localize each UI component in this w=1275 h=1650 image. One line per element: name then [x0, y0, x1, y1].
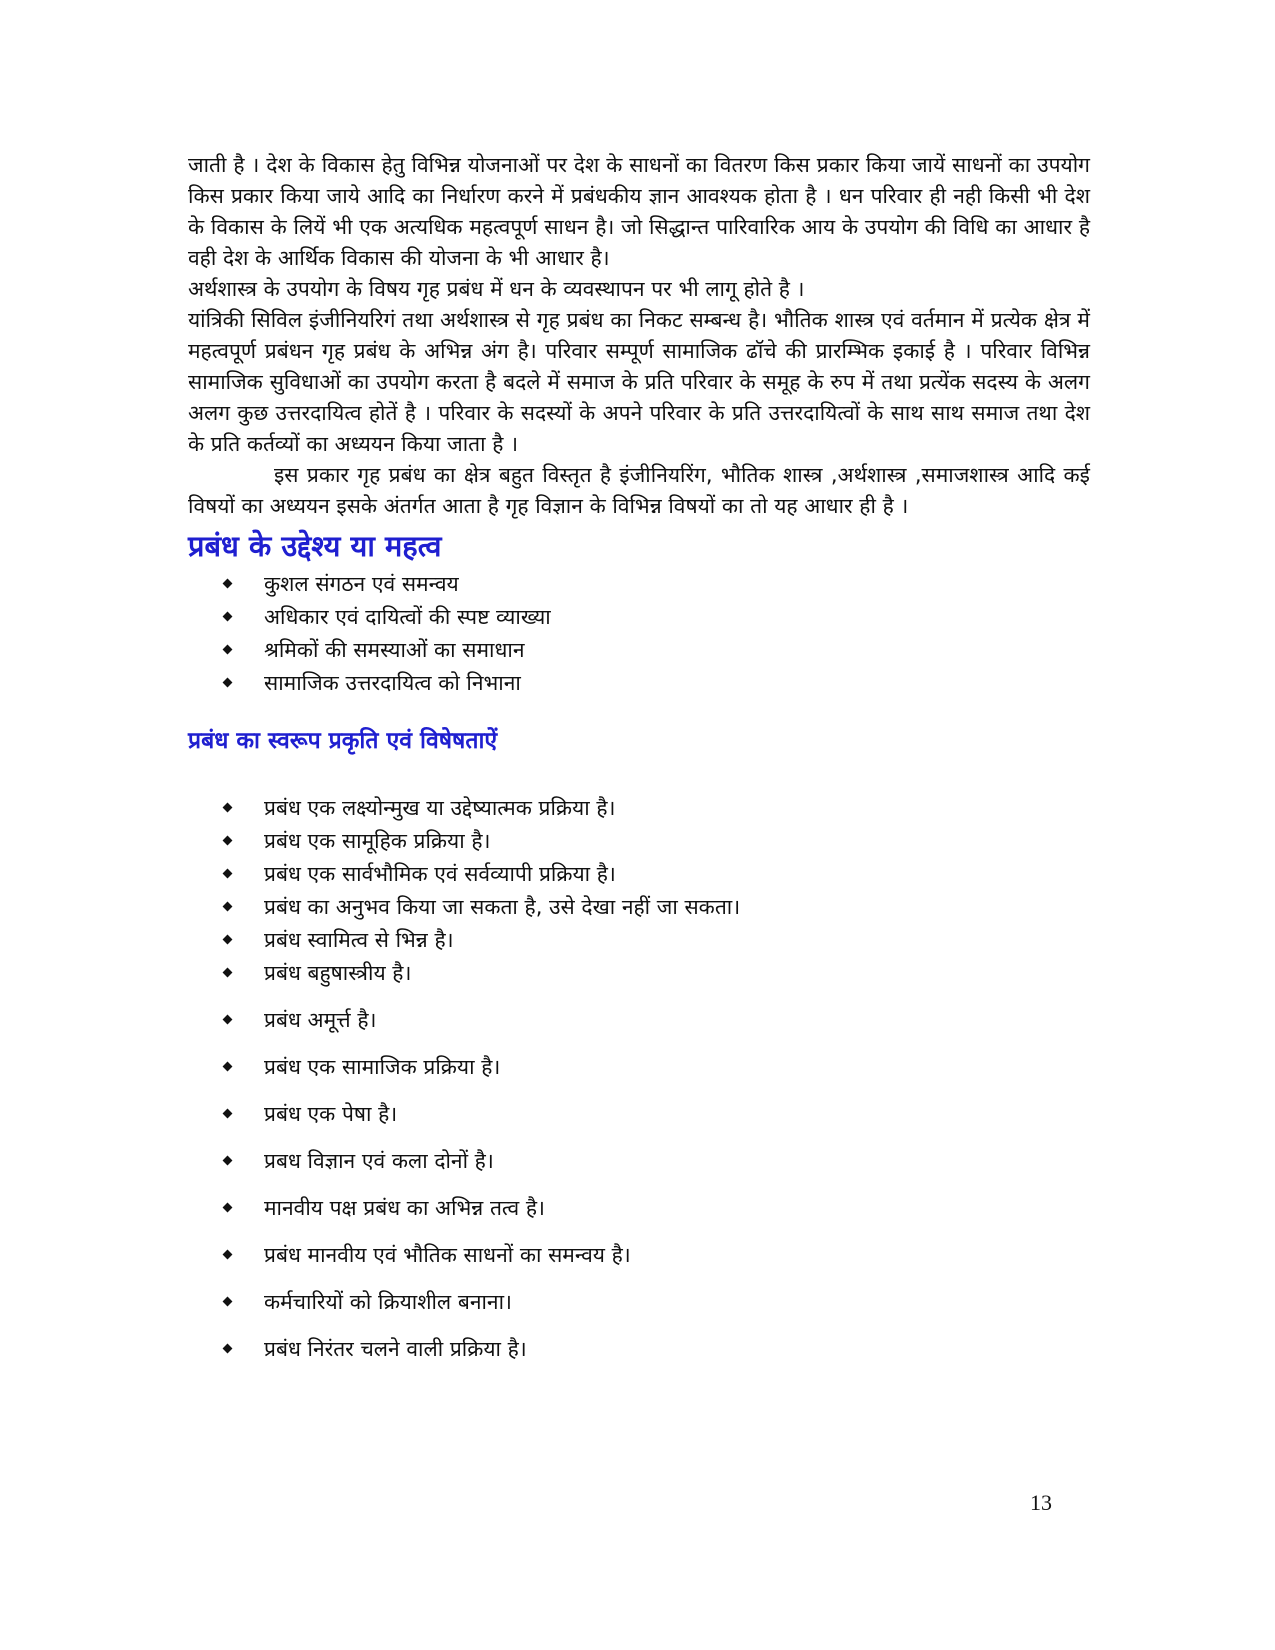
- list-item-text: प्रबंध निरंतर चलने वाली प्रक्रिया है।: [264, 1337, 527, 1361]
- page-number: 13: [1030, 1490, 1052, 1515]
- list-item-text: प्रबंध एक लक्ष्योन्मुख या उद्देष्यात्मक प्रक्रिया है।: [264, 796, 616, 820]
- bullet-diamond-icon: [223, 1062, 233, 1072]
- list-item: [224, 634, 1090, 667]
- list-item: [224, 957, 1090, 990]
- list-item: [224, 825, 1090, 858]
- list-item: [224, 1004, 1090, 1037]
- bullet-diamond-icon: [223, 869, 233, 879]
- list-item-text: प्रबंध एक सामाजिक प्रक्रिया है।: [264, 1055, 501, 1079]
- list-item-text: प्रबंध एक सार्वभौमिक एवं सर्वव्यापी प्रक्रिया है।: [264, 862, 616, 886]
- paragraph: अर्थशास्त्र के उपयोग के विषय गृह प्रबंध में धन के व्यवस्थापन पर भी लागू होते है ।: [188, 277, 805, 301]
- bullet-diamond-icon: [223, 803, 233, 813]
- list-item-text: अधिकार एवं दायित्वों की स्पष्ट व्याख्या: [264, 605, 551, 629]
- nature-list: [188, 792, 1090, 1366]
- objectives-list: [188, 568, 1090, 700]
- list-item: [224, 1098, 1090, 1131]
- list-item: [224, 1286, 1090, 1319]
- section-heading-objectives: प्रबंध के उद्देश्य या महत्व: [188, 529, 442, 563]
- bullet-diamond-icon: [223, 902, 233, 912]
- list-item-text: प्रबंध का अनुभव किया जा सकता है, उसे देखा नहीं जा सकता।: [264, 895, 741, 919]
- list-item: [224, 924, 1090, 957]
- list-item-text: मानवीय पक्ष प्रबंध का अभिन्न तत्व है।: [264, 1196, 545, 1220]
- list-item: [224, 667, 1090, 700]
- bullet-diamond-icon: [223, 935, 233, 945]
- bullet-diamond-icon: [223, 1109, 233, 1119]
- paragraph: यांत्रिकी सिविल इंजीनियरिगं तथा अर्थशास्त्र से गृह प्रबंध का निकट सम्बन्ध है। भौतिक शास्त्र एवं वर्तमान में प्रत्येक क्षेत्र में महत्वपूर्ण प्रबंधन गृह प्रबंध के अभिन्न अंग है। परिवार सम्पूर्ण सामाजिक ढॉचे की प्रारम्भिक इकाई है । परिवार विभिन्न सामाजिक सुविधाओं का उपयोग करता है बदले में समाज के प्रति परिवार के समूह के रुप में तथा प्रत्येंक सदस्य के अलग अलग कुछ उत्तरदायित्व होतें है । परिवार के सदस्यों के अपने परिवार के प्रति उत्तरदायित्वों के साथ साथ समाज तथा देश के प्रति कर्तव्यों का अध्ययन किया जाता है ।: [188, 308, 1090, 456]
- bullet-diamond-icon: [223, 1203, 233, 1213]
- list-item: [224, 792, 1090, 825]
- list-item: [224, 891, 1090, 924]
- list-item-text: प्रबंध एक पेषा है।: [264, 1102, 398, 1126]
- list-item-text: प्रबंध अमूर्त्त है।: [264, 1008, 377, 1032]
- list-item: [224, 601, 1090, 634]
- list-item: [224, 568, 1090, 601]
- list-item: [224, 858, 1090, 891]
- list-item: [224, 1333, 1090, 1366]
- bullet-diamond-icon: [223, 836, 233, 846]
- bullet-diamond-icon: [223, 1297, 233, 1307]
- list-item: [224, 1192, 1090, 1225]
- list-item-text: प्रबंध मानवीय एवं भौतिक साधनों का समन्वय है।: [264, 1243, 631, 1267]
- list-item: [224, 1051, 1090, 1084]
- list-item-text: प्रबध विज्ञान एवं कला दोनों है।: [264, 1149, 494, 1173]
- list-item: [224, 1145, 1090, 1178]
- list-item-text: कुशल संगठन एवं समन्वय: [264, 572, 459, 596]
- paragraph: जाती है । देश के विकास हेतु विभिन्न योजनाओं पर देश के साधनों का वितरण किस प्रकार किया जायें साधनों का उपयोग किस प्रकार किया जाये आदि का निर्धारण करने में प्रबंधकीय ज्ञान आवश्यक होता है । धन परिवार ही नही किसी भी देश के विकास के लियें भी एक अत्यधिक महत्वपूर्ण साधन है। जो सिद्धान्त पारिवारिक आय के उपयोग की विधि का आधार है वही देश के आर्थिक विकास की योजना के भी आधार है।: [188, 153, 1090, 270]
- section-heading-nature: प्रबंध का स्वरूप प्रकृति एवं विषेषताऐं: [188, 728, 498, 754]
- bullet-diamond-icon: [223, 1344, 233, 1354]
- page-content: [188, 150, 1090, 1366]
- list-item-text: कर्मचारियों को क्रियाशील बनाना।: [264, 1290, 512, 1314]
- list-item-text: सामाजिक उत्तरदायित्व को निभाना: [264, 671, 521, 695]
- bullet-diamond-icon: [223, 1015, 233, 1025]
- bullet-diamond-icon: [223, 612, 233, 622]
- bullet-diamond-icon: [223, 678, 233, 688]
- bullet-diamond-icon: [223, 579, 233, 589]
- paragraph: इस प्रकार गृह प्रबंध का क्षेत्र बहुत विस्तृत है इंजीनियरिंग, भौतिक शास्त्र ,अर्थशास्त्र ,समाजशास्त्र आदि कई विषयों का अध्ययन इसके अंतर्गत आता है गृह विज्ञान के विभिन्न विषयों का तो यह आधार ही है ।: [188, 463, 1090, 518]
- bullet-diamond-icon: [223, 968, 233, 978]
- bullet-diamond-icon: [223, 1250, 233, 1260]
- list-item-text: श्रमिकों की समस्याओं का समाधान: [264, 638, 525, 662]
- list-item-text: प्रबंध स्वामित्व से भिन्न है।: [264, 928, 454, 952]
- list-item-text: प्रबंध एक सामूहिक प्रक्रिया है।: [264, 829, 491, 853]
- bullet-diamond-icon: [223, 1156, 233, 1166]
- list-item: [224, 1239, 1090, 1272]
- list-item-text: प्रबंध बहुषास्त्रीय है।: [264, 961, 412, 985]
- bullet-diamond-icon: [223, 645, 233, 655]
